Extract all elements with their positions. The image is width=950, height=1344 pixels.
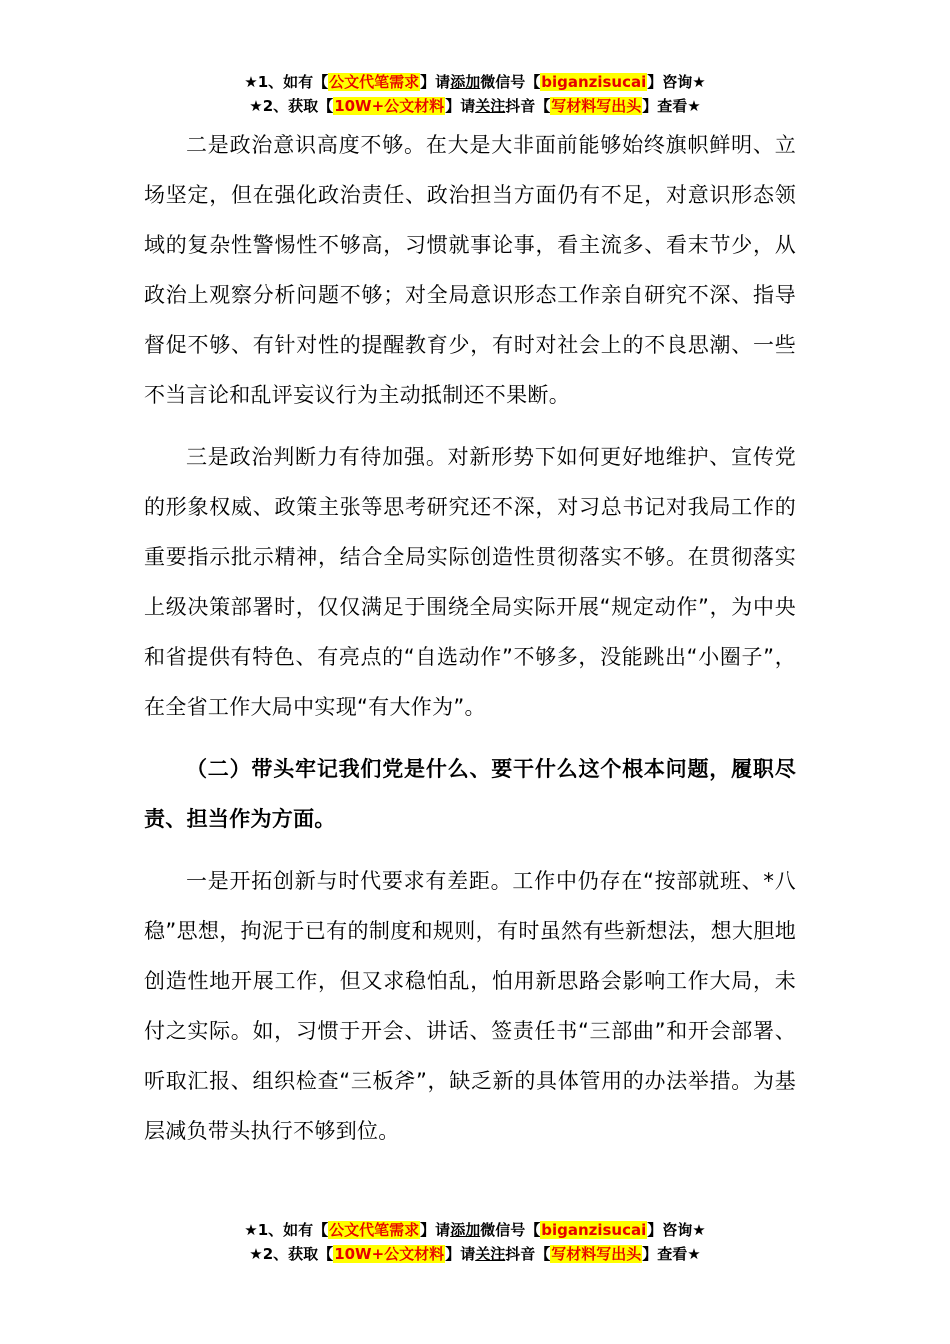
banner-text: ★2、获取【: [249, 1245, 334, 1263]
banner-text: 抖音【: [505, 97, 551, 115]
banner-underline: 关注: [475, 97, 506, 115]
banner-text: 】请: [445, 1245, 476, 1263]
banner-text: 】查看★: [642, 1245, 701, 1263]
banner-highlight: 10W+公文材料: [334, 1245, 445, 1263]
footer-banner: [0, 1218, 950, 1266]
banner-text: 】请: [445, 97, 476, 115]
banner-text: 】请: [420, 73, 451, 91]
banner-text: 微信号【: [480, 73, 541, 91]
paragraph-political-awareness: 二是政治意识高度不够。在大是大非面前能够始终旗帜鲜明、立场坚定，但在强化政治责任、政治担当方面仍有不足，对意识形态领域的复杂性警惕性不够高，习惯就事论事，看主流多、看末节少，从政治上观察分析问题不够；对全局意识形态工作亲自研究不深、指导督促不够、有针对性的提醒教育少，有时对社会上的不良思潮、一些不当言论和乱评妄议行为主动抵制还不果断。: [144, 133, 796, 407]
banner-line-1: [0, 1218, 950, 1242]
paragraph-political-judgment: 三是政治判断力有待加强。对新形势下如何更好地维护、宣传党的形象权威、政策主张等思考研究还不深，对习总书记对我局工作的重要指示批示精神，结合全局实际创造性贯彻落实不够。在贯彻落实上级决策部署时，仅仅满足于围绕全局实际开展“规定动作”，为中央和省提供有特色、有亮点的“自选动作”不够多，没能跳出“小圈子”，在全省工作大局中实现“有大作为”。: [144, 445, 796, 719]
banner-text: 微信号【: [480, 1221, 541, 1239]
banner-highlight: 公文代笔需求: [329, 73, 420, 91]
section-heading: （二）带头牢记我们党是什么、要干什么这个根本问题，履职尽责、担当作为方面。: [144, 757, 796, 831]
banner-text: ★1、如有【: [244, 1221, 329, 1239]
banner-text: 】查看★: [642, 97, 701, 115]
banner-highlight: 10W+公文材料: [334, 97, 445, 115]
paragraph-innovation-gap: 一是开拓创新与时代要求有差距。工作中仍存在“按部就班、*八稳”思想，拘泥于已有的制度和规则，有时虽然有些新想法，想大胆地创造性地开展工作，但又求稳怕乱，怕用新思路会影响工作大局，未付之实际。如，习惯于开会、讲话、签责任书“三部曲”和开会部署、听取汇报、组织检查“三板斧”，缺乏新的具体管用的办法举措。为基层减负带头执行不够到位。: [144, 869, 796, 1143]
document-body: [144, 120, 796, 1168]
banner-underline: 添加: [450, 1221, 481, 1239]
banner-line-1: [0, 70, 950, 94]
banner-highlight: biganzisucai: [541, 1221, 647, 1239]
banner-line-2: [0, 1242, 950, 1266]
banner-text: 】请: [420, 1221, 451, 1239]
header-banner: [0, 70, 950, 118]
banner-highlight: 写材料写出头: [551, 97, 642, 115]
banner-highlight: 写材料写出头: [551, 1245, 642, 1263]
banner-highlight: 公文代笔需求: [329, 1221, 420, 1239]
banner-text: 抖音【: [505, 1245, 551, 1263]
banner-text: ★1、如有【: [244, 73, 329, 91]
banner-text: ★2、获取【: [249, 97, 334, 115]
banner-underline: 添加: [450, 73, 481, 91]
banner-highlight: biganzisucai: [541, 73, 647, 91]
banner-underline: 关注: [475, 1245, 506, 1263]
banner-text: 】咨询★: [647, 1221, 706, 1239]
banner-line-2: [0, 94, 950, 118]
banner-text: 】咨询★: [647, 73, 706, 91]
